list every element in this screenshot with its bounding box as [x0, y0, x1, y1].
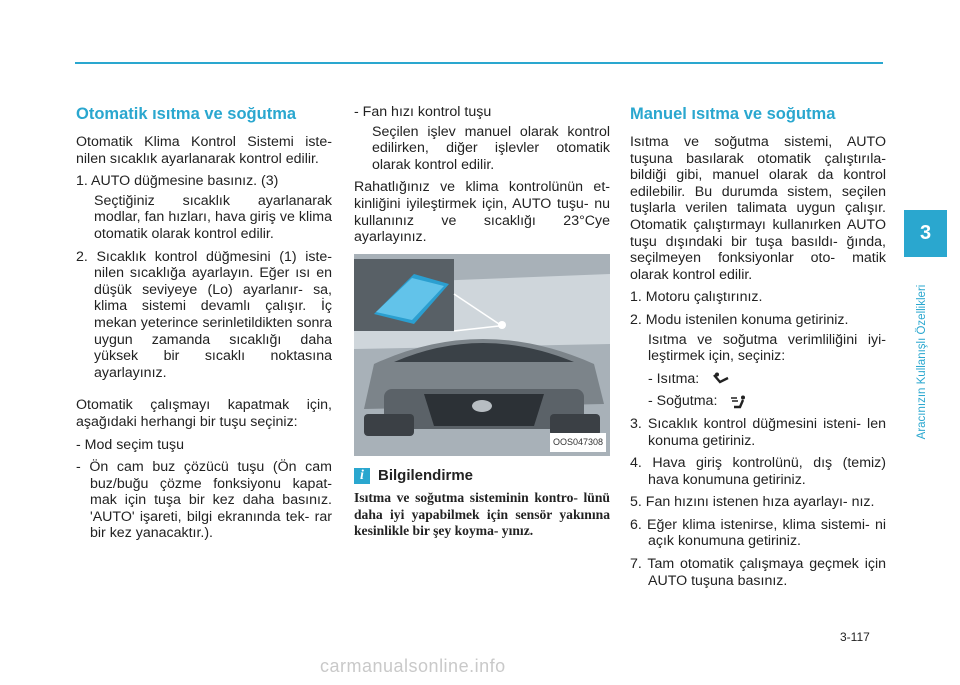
- manual-step-2-detail: Isıtma ve soğutma verimliliğini iyi- leştirmek için, seçiniz:: [648, 331, 886, 365]
- info-text: Isıtma ve soğutma sisteminin kontro- lünü daha iyi yapabilmek için sensör yakınına kesinlikle bir şey koyma- yınız.: [354, 490, 610, 539]
- chapter-tab: 3: [904, 210, 947, 257]
- mode-heating: [630, 371, 886, 388]
- auto-step-1: 1. AUTO düğmesine basınız. (3): [76, 173, 279, 190]
- column-right: [630, 104, 886, 595]
- auto-off-mode: - Mod seçim tuşu: [76, 436, 185, 453]
- face-vent-icon: [729, 395, 749, 409]
- mode-cooling: [630, 393, 886, 410]
- header-rule: [75, 62, 883, 64]
- comfort-tip: Rahatlığınız ve klima kontrolünün et- kinliğini iyileştirmek için, AUTO tuşu- nu kullanınız ve sıcaklığı 23°Cye ayarlayınız.: [354, 179, 610, 246]
- page-number: 3-117: [840, 630, 870, 644]
- auto-off-intro: Otomatik çalışmayı kapatmak için, aşağıdaki herhangi bir tuşu seçiniz:: [76, 397, 332, 430]
- manual-step-3: 3. Sıcaklık kontrol düğmesini isteni- len konuma getiriniz.: [630, 415, 886, 449]
- auto-intro: Otomatik Klima Kontrol Sistemi iste- nilen sıcaklık ayarlanarak kontrol edilir.: [76, 134, 332, 167]
- image-code: OOS047308: [550, 433, 606, 452]
- section-heading-manual: Manuel ısıtma ve soğutma: [630, 105, 836, 123]
- column-middle: [354, 104, 610, 546]
- manual-step-1: 1. Motoru çalıştırınız.: [630, 289, 763, 306]
- mode-cooling-label: - Soğutma:: [648, 393, 718, 410]
- chapter-side-title: [912, 262, 932, 462]
- auto-step-2: 2. Sıcaklık kontrol düğmesini (1) iste- nilen sıcaklığa ayarlayın. Eğer ısı en düşük seviyeye (Lo) ayarlanır- sa, klima sistemi devamlı çalışır. İç mekan yeterince serinletildikten sonra uygun zamanda sıcaklığı daha yüksek bir sıcaklı noktasına ayarlayınız.: [76, 248, 332, 381]
- column-left: [76, 104, 332, 548]
- section-heading-automatic: Otomatik ısıtma ve soğutma: [76, 105, 297, 123]
- manual-step-4: 4. Hava giriş kontrolünü, dış (temiz) hava konumuna getiriniz.: [630, 455, 886, 488]
- auto-off-fan: - Fan hızı kontrol tuşu: [354, 104, 492, 120]
- auto-off-defrost: - Ön cam buz çözücü tuşu (Ön cam buz/buğu çözme fonksiyonu kapat- mak için tuşa bir kez daha basınız. 'AUTO' işareti, bilgi ekranında tek- rar bir kez yanacaktır.).: [76, 459, 332, 542]
- manual-intro: Isıtma ve soğutma sistemi, AUTO tuşuna basılarak otomatik çalıştırıla- bildiği gibi, manuel olarak da kontrol edilebilir. Bu durumda sistem, seçilen tuşlarla verilen talimata uygun çalışır. Otomatik çalıştırmayı kullanırken AUTO tuşu dışındaki bir tuşa basıldı- ğında, seçilmeyen fonksiyonlar oto- matik olarak kontrol edilir.: [630, 134, 886, 283]
- info-header: [354, 468, 610, 485]
- info-icon: i: [354, 468, 370, 484]
- floor-heat-icon: [711, 372, 731, 386]
- auto-off-fan-detail: Seçilen işlev manuel olarak kontrol edilirken, diğer işlevler otomatik olarak kontrol edilir.: [372, 123, 610, 173]
- manual-step-2: 2. Modu istenilen konuma getiriniz.: [630, 311, 849, 328]
- sensor-location-image: [354, 254, 610, 456]
- chapter-side-title-text: Aracınızın Kullanışlı Özellikleri: [916, 284, 928, 440]
- manual-step-7: 7. Tam otomatik çalışmaya geçmek için AUTO tuşuna basınız.: [630, 556, 886, 589]
- car-illustration: [354, 254, 610, 456]
- mode-heating-label: - Isıtma:: [648, 370, 700, 387]
- manual-step-6: 6. Eğer klima istenirse, klima sistemi- ni açık konumuna getiriniz.: [630, 516, 886, 550]
- watermark: carmanualsonline.info: [320, 656, 506, 676]
- info-title: Bilgilendirme: [378, 466, 474, 484]
- manual-step-5: 5. Fan hızını istenen hıza ayarlayı- nız.: [630, 494, 875, 511]
- auto-step-1-detail: Seçtiğiniz sıcaklık ayarlanarak modlar, fan hızları, hava giriş ve klima otomatik olarak kontrol edilir.: [94, 192, 332, 242]
